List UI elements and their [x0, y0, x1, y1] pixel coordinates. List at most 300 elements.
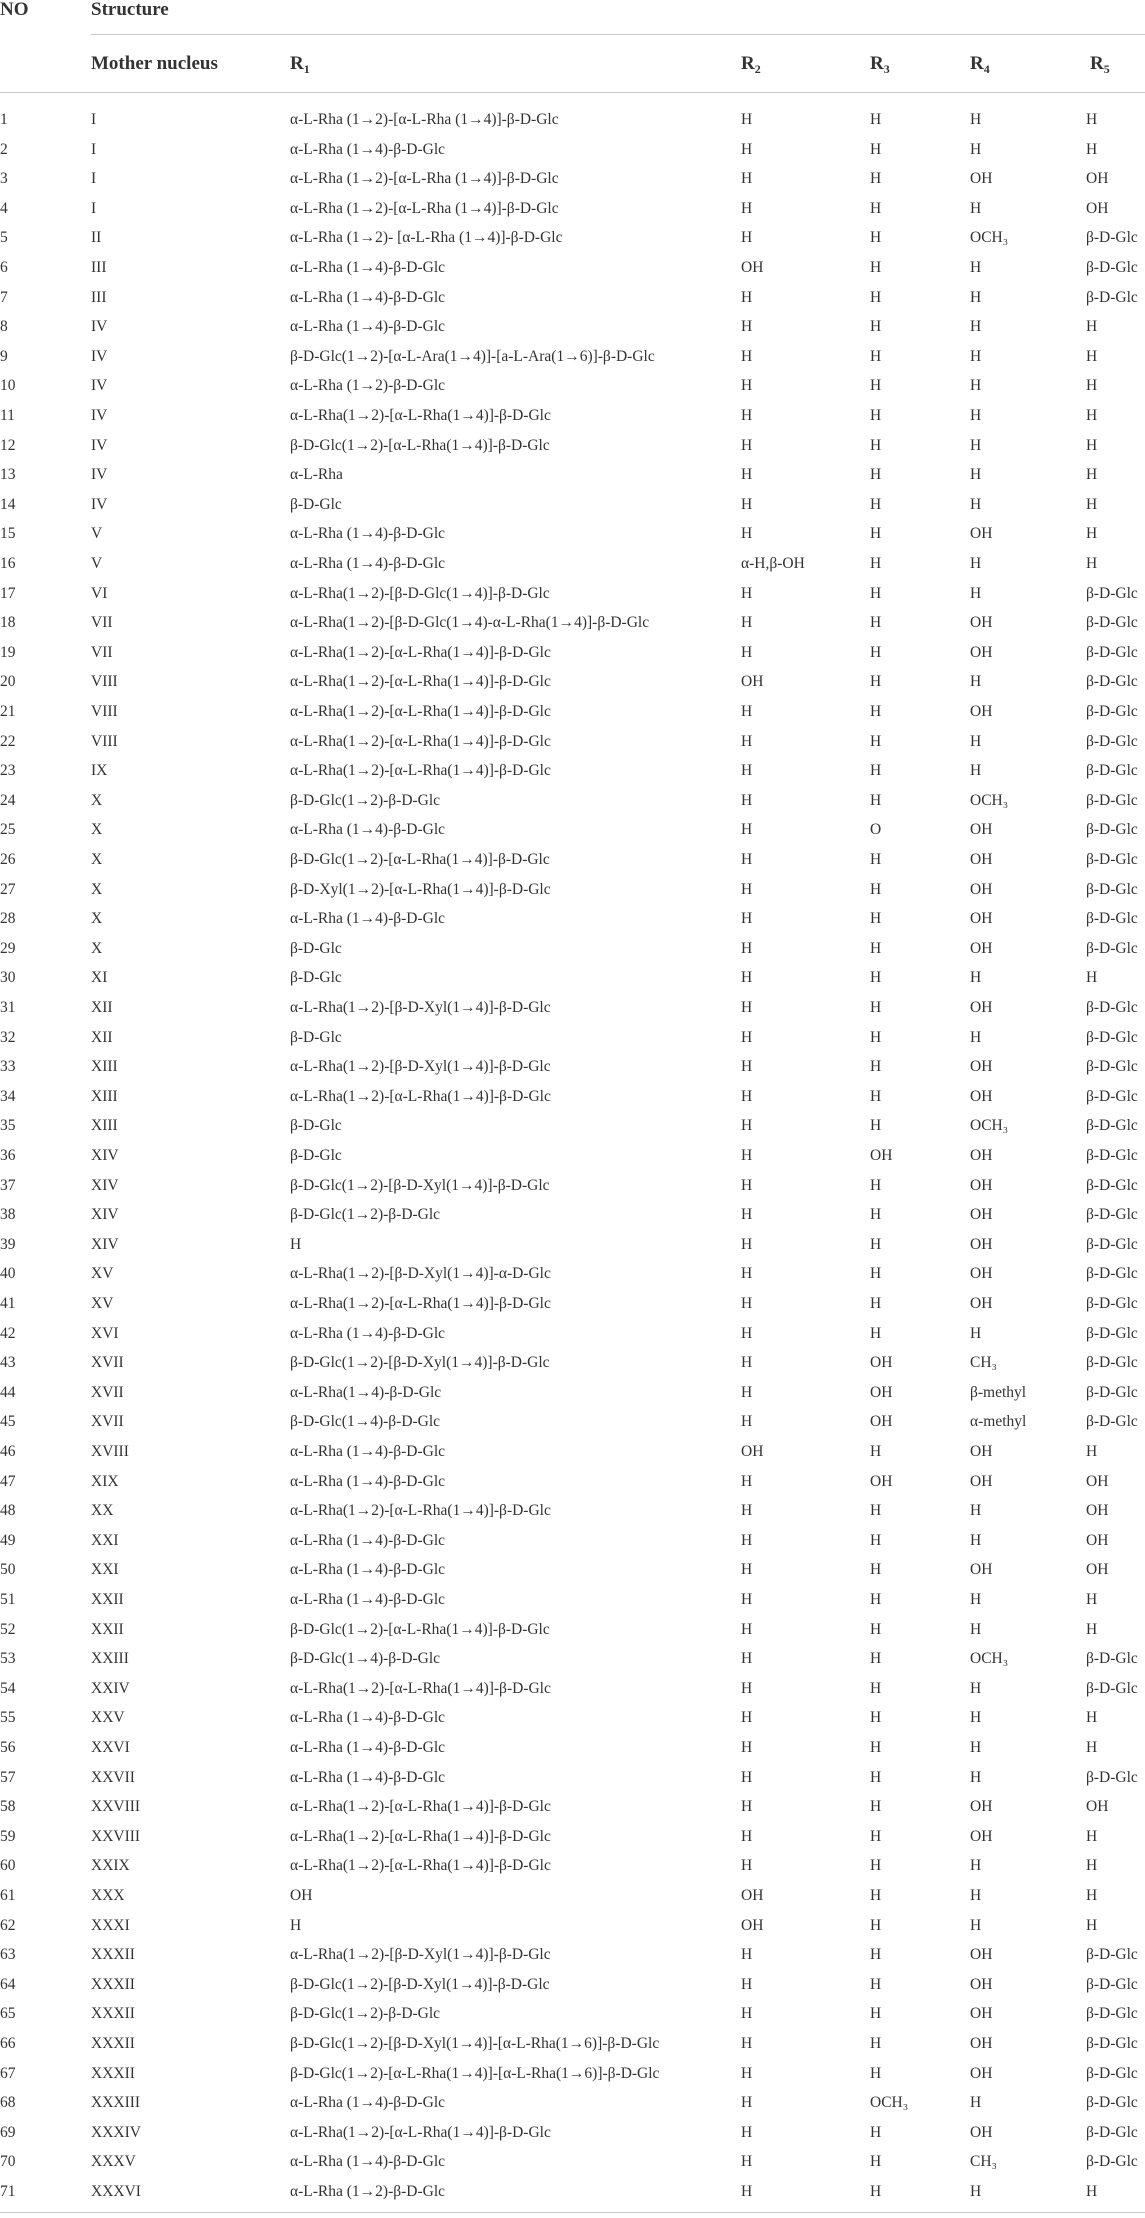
cell-no: 13 — [0, 466, 16, 484]
cell-r4: OH — [970, 1206, 993, 1224]
table-row — [0, 1348, 1145, 1378]
cell-r4: OH — [970, 880, 993, 898]
table-row — [0, 371, 1145, 401]
cell-r1: α-L-Rha(1→4)-β-D-Glc — [290, 1383, 442, 1401]
cell-no: 54 — [0, 1679, 16, 1697]
table-row — [0, 2177, 1145, 2207]
header-r3-subscript: 3 — [883, 62, 890, 76]
cell-r5: β-D-Glc — [1086, 229, 1138, 247]
cell-r5: β-D-Glc — [1086, 1650, 1138, 1668]
cell-r5: OH — [1086, 1502, 1109, 1520]
cell-r3: H — [870, 1857, 882, 1875]
cell-r3: H — [870, 1946, 882, 1964]
cell-r4: OH — [970, 821, 993, 839]
table-row — [0, 2029, 1145, 2059]
cell-no: 32 — [0, 1028, 16, 1046]
cell-r4: OCH₃ — [970, 1117, 1009, 1135]
cell-r3: H — [870, 1117, 882, 1135]
cell-no: 9 — [0, 347, 8, 365]
cell-r1: α-L-Rha (1→4)-β-D-Glc — [290, 1531, 446, 1549]
table-row — [0, 1644, 1145, 1674]
cell-r1: α-L-Rha (1→4)-β-D-Glc — [290, 1739, 446, 1756]
cell-r4: H — [970, 673, 982, 691]
header-r2 — [741, 53, 761, 76]
cell-r2: H — [741, 1472, 753, 1490]
cell-no: 57 — [0, 1768, 16, 1786]
cell-r4: OH — [970, 703, 993, 720]
cell-mother-nucleus: XXIII — [91, 1650, 129, 1668]
cell-r4: H — [970, 1887, 982, 1904]
cell-r1: α-L-Rha (1→4)-β-D-Glc — [290, 1591, 446, 1608]
cell-r5: β-D-Glc — [1086, 762, 1138, 780]
cell-r1: α-L-Rha(1→2)-[α-L-Rha(1→4)]-β-D-Glc — [290, 1679, 551, 1697]
cell-mother-nucleus: XXXII — [91, 2064, 135, 2082]
cell-r5: β-D-Glc — [1086, 703, 1138, 720]
cell-r4: H — [970, 436, 982, 454]
cell-no: 27 — [0, 880, 16, 898]
cell-mother-nucleus: XXXII — [91, 1975, 135, 1993]
cell-no: 31 — [0, 999, 16, 1016]
cell-r4: OH — [970, 2123, 993, 2141]
cell-r2: H — [741, 851, 753, 868]
cell-r2: H — [741, 1028, 753, 1046]
cell-no: 15 — [0, 525, 16, 543]
table-row — [0, 1822, 1145, 1852]
cell-r5: β-D-Glc — [1086, 910, 1138, 928]
cell-r2: H — [741, 2064, 753, 2082]
cell-r1: α-L-Rha (1→4)-β-D-Glc — [290, 1324, 446, 1342]
cell-r5: β-D-Glc — [1086, 1295, 1138, 1312]
cell-r3: OH — [870, 1413, 893, 1431]
cell-r4: H — [970, 732, 982, 750]
cell-r3: O — [870, 821, 882, 839]
cell-no: 28 — [0, 910, 16, 928]
cell-r1: β-D-Glc(1→2)-β-D-Glc — [290, 791, 441, 809]
cell-r2: H — [741, 1531, 753, 1549]
table-row — [0, 2118, 1145, 2148]
cell-r2: H — [741, 1354, 753, 1372]
cell-r5: β-D-Glc — [1086, 1265, 1138, 1283]
table-row — [0, 223, 1145, 253]
cell-r5: β-D-Glc — [1086, 1324, 1138, 1342]
cell-r2: H — [741, 2123, 753, 2141]
cell-mother-nucleus: IV — [91, 495, 108, 513]
header-r1-label: R — [290, 53, 304, 74]
cell-r4: OH — [970, 1561, 993, 1579]
cell-no: 17 — [0, 584, 16, 602]
table-row — [0, 1259, 1145, 1289]
table-row — [0, 1467, 1145, 1497]
cell-r5: β-D-Glc — [1086, 999, 1138, 1016]
cell-r3: H — [870, 1087, 882, 1105]
cell-mother-nucleus: XV — [91, 1265, 114, 1283]
cell-r5: OH — [1086, 199, 1109, 217]
cell-r1: α-L-Rha(1→2)-[α-L-Rha(1→4)]-β-D-Glc — [290, 732, 551, 750]
cell-mother-nucleus: XII — [91, 999, 113, 1016]
cell-r2: H — [741, 703, 753, 720]
cell-no: 10 — [0, 377, 16, 395]
cell-no: 49 — [0, 1531, 16, 1549]
cell-mother-nucleus: XXV — [91, 1709, 125, 1727]
cell-r4: H — [970, 1324, 982, 1342]
cell-r3: H — [870, 377, 882, 395]
cell-mother-nucleus: XVII — [91, 1354, 124, 1372]
cell-r1: β-D-Glc(1→2)-[α-L-Rha(1→4)]-β-D-Glc — [290, 851, 550, 868]
table-row — [0, 756, 1145, 786]
cell-r2: H — [741, 1620, 753, 1638]
cell-r2: OH — [741, 1887, 764, 1904]
cell-r5: β-D-Glc — [1086, 1176, 1138, 1194]
cell-r5: β-D-Glc — [1086, 643, 1138, 661]
cell-r5: β-D-Glc — [1086, 2153, 1138, 2171]
cell-r4: OH — [970, 1087, 993, 1105]
table-row — [0, 1615, 1145, 1645]
table-row — [0, 904, 1145, 934]
cell-r2: H — [741, 1383, 753, 1401]
cell-r5: β-D-Glc — [1086, 2005, 1138, 2023]
cell-r1: α-L-Rha(1→2)-[β-D-Glc(1→4)-α-L-Rha(1→4)]-β-D-Glc — [290, 614, 650, 632]
cell-r3: H — [870, 703, 882, 720]
table-row — [0, 1881, 1145, 1911]
cell-mother-nucleus: X — [91, 939, 103, 957]
cell-r1: α-L-Rha(1→2)-[α-L-Rha(1→4)]-β-D-Glc — [290, 1857, 551, 1875]
cell-r3: H — [870, 999, 882, 1016]
table-row — [0, 401, 1145, 431]
cell-r5: H — [1086, 318, 1098, 336]
cell-no: 67 — [0, 2064, 16, 2082]
cell-mother-nucleus: III — [91, 288, 107, 306]
cell-no: 24 — [0, 791, 16, 809]
table-row — [0, 1052, 1145, 1082]
cell-r2: H — [741, 910, 753, 928]
cell-r5: H — [1086, 466, 1098, 484]
cell-r3: H — [870, 910, 882, 928]
cell-r4: H — [970, 1739, 982, 1756]
cell-r2: H — [741, 1739, 753, 1756]
cell-r2: H — [741, 880, 753, 898]
cell-r4: H — [970, 1531, 982, 1549]
cell-mother-nucleus: XXXII — [91, 1946, 135, 1964]
cell-r3: H — [870, 347, 882, 365]
cell-no: 59 — [0, 1827, 16, 1845]
cell-no: 18 — [0, 614, 16, 632]
cell-mother-nucleus: XVI — [91, 1324, 119, 1342]
cell-r5: H — [1086, 1916, 1098, 1934]
cell-r4: H — [970, 495, 982, 513]
header-r5-label: R — [1090, 53, 1104, 74]
cell-r4: H — [970, 2094, 982, 2112]
table-row — [0, 638, 1145, 668]
cell-r2: H — [741, 199, 753, 217]
cell-r2: H — [741, 377, 753, 395]
cell-r5: β-D-Glc — [1086, 614, 1138, 632]
header-no: NO — [0, 0, 29, 20]
cell-mother-nucleus: XVII — [91, 1413, 124, 1431]
cell-r1: β-D-Glc(1→2)-[α-L-Rha(1→4)]-[α-L-Rha(1→6)]-β-D-Glc — [290, 2064, 660, 2082]
cell-no: 41 — [0, 1295, 16, 1312]
cell-r3: H — [870, 584, 882, 602]
cell-r4: H — [970, 377, 982, 395]
cell-mother-nucleus: I — [91, 170, 97, 188]
cell-r4: H — [970, 288, 982, 306]
cell-r5: β-D-Glc — [1086, 1028, 1138, 1046]
cell-mother-nucleus: XXXVI — [91, 2183, 141, 2200]
cell-r5: β-D-Glc — [1086, 1117, 1138, 1135]
table-row — [0, 934, 1145, 964]
cell-r5: β-D-Glc — [1086, 288, 1138, 306]
cell-mother-nucleus: XXX — [91, 1887, 125, 1904]
cell-r3: H — [870, 969, 882, 987]
cell-r2: H — [741, 1147, 753, 1164]
header-r4-subscript: 4 — [983, 62, 990, 76]
cell-r2: H — [741, 1265, 753, 1283]
cell-r1: α-L-Rha (1→2)-[α-L-Rha (1→4)]-β-D-Glc — [290, 170, 559, 188]
cell-r1: α-L-Rha (1→2)-[α-L-Rha (1→4)]-β-D-Glc — [290, 111, 559, 128]
cell-r4: OH — [970, 2064, 993, 2082]
cell-r2: H — [741, 1117, 753, 1135]
cell-r5: H — [1086, 140, 1098, 158]
table-row — [0, 342, 1145, 372]
cell-no: 42 — [0, 1324, 16, 1342]
cell-r5: β-D-Glc — [1086, 1235, 1138, 1253]
cell-r4: OH — [970, 939, 993, 957]
cell-r3: H — [870, 1502, 882, 1520]
cell-r1: α-L-Rha(1→2)-[β-D-Xyl(1→4)]-β-D-Glc — [290, 1946, 551, 1964]
cell-r1: β-D-Glc(1→4)-β-D-Glc — [290, 1650, 441, 1668]
header-r2-label: R — [741, 53, 755, 74]
cell-r3: H — [870, 1176, 882, 1194]
table-row — [0, 1171, 1145, 1201]
cell-r4: H — [970, 1916, 982, 1934]
table-row — [0, 815, 1145, 845]
cell-r1: β-D-Glc(1→2)-β-D-Glc — [290, 1206, 441, 1224]
table-row — [0, 1703, 1145, 1733]
cell-r4: OCH₃ — [970, 791, 1009, 809]
cell-r1: β-D-Glc — [290, 969, 342, 987]
header-r2-subscript: 2 — [754, 62, 761, 76]
cell-mother-nucleus: XXI — [91, 1531, 119, 1549]
cell-r3: H — [870, 2153, 882, 2171]
cell-r1: β-D-Glc(1→2)-[β-D-Xyl(1→4)]-[α-L-Rha(1→6)]-β-D-Glc — [290, 2035, 660, 2052]
cell-r4: OH — [970, 1058, 993, 1076]
cell-r2: OH — [741, 673, 764, 691]
cell-mother-nucleus: XXVIII — [91, 1827, 141, 1845]
cell-r3: OH — [870, 1354, 893, 1372]
cell-mother-nucleus: XXVIII — [91, 1798, 141, 1816]
table-row — [0, 1999, 1145, 2029]
cell-r1: α-L-Rha (1→2)-β-D-Glc — [290, 377, 446, 395]
cell-r1: H — [290, 1916, 302, 1934]
cell-r4: OH — [970, 1946, 993, 1964]
cell-r1: α-L-Rha (1→2)-[α-L-Rha (1→4)]-β-D-Glc — [290, 199, 559, 217]
cell-r4: OH — [970, 999, 993, 1016]
cell-r1: α-L-Rha (1→2)- [α-L-Rha (1→4)]-β-D-Glc — [290, 229, 563, 247]
cell-r4: H — [970, 1679, 982, 1697]
cell-r3: OCH₃ — [870, 2094, 909, 2112]
cell-mother-nucleus: XVII — [91, 1383, 124, 1401]
cell-r4: OCH₃ — [970, 229, 1009, 247]
cell-mother-nucleus: VII — [91, 643, 113, 661]
cell-no: 14 — [0, 495, 16, 513]
cell-no: 40 — [0, 1265, 16, 1283]
cell-r5: H — [1086, 525, 1098, 543]
cell-r4: OH — [970, 1265, 993, 1283]
cell-r4: OH — [970, 1443, 993, 1460]
cell-mother-nucleus: XI — [91, 969, 108, 987]
cell-r1: α-L-Rha (1→4)-β-D-Glc — [290, 1768, 446, 1786]
cell-r3: H — [870, 1739, 882, 1756]
cell-no: 62 — [0, 1916, 16, 1934]
cell-r4: OH — [970, 2035, 993, 2052]
cell-r5: β-D-Glc — [1086, 851, 1138, 868]
cell-no: 11 — [0, 407, 15, 424]
cell-r1: α-L-Rha (1→4)-β-D-Glc — [290, 2094, 446, 2112]
table-row — [0, 1082, 1145, 1112]
cell-r2: H — [741, 436, 753, 454]
cell-no: 26 — [0, 851, 16, 868]
cell-r3: H — [870, 288, 882, 306]
cell-r1: α-L-Rha (1→4)-β-D-Glc — [290, 2153, 446, 2171]
cell-no: 34 — [0, 1087, 16, 1105]
cell-r2: H — [741, 1058, 753, 1076]
cell-no: 61 — [0, 1887, 16, 1904]
cell-r4: H — [970, 555, 982, 572]
cell-mother-nucleus: I — [91, 140, 97, 158]
cell-mother-nucleus: XXXII — [91, 2005, 135, 2023]
cell-no: 46 — [0, 1443, 16, 1460]
cell-r1: β-D-Glc(1→2)-β-D-Glc — [290, 2005, 441, 2023]
cell-r1: α-L-Rha (1→4)-β-D-Glc — [290, 1561, 446, 1579]
cell-r2: H — [741, 614, 753, 632]
cell-r1: β-D-Xyl(1→2)-[α-L-Rha(1→4)]-β-D-Glc — [290, 880, 551, 898]
cell-mother-nucleus: XIV — [91, 1206, 119, 1224]
cell-r2: H — [741, 1857, 753, 1875]
cell-mother-nucleus: XXIX — [91, 1857, 130, 1875]
cell-mother-nucleus: X — [91, 910, 103, 928]
cell-no: 69 — [0, 2123, 16, 2141]
cell-r3: OH — [870, 1472, 893, 1490]
cell-r5: β-D-Glc — [1086, 791, 1138, 809]
cell-r2: H — [741, 643, 753, 661]
cell-mother-nucleus: VIII — [91, 732, 118, 750]
table-row — [0, 1319, 1145, 1349]
cell-r1: α-L-Rha(1→2)-[α-L-Rha(1→4)]-β-D-Glc — [290, 1087, 551, 1105]
cell-r2: H — [741, 2183, 753, 2200]
header-r4-label: R — [970, 53, 984, 74]
cell-r4: H — [970, 347, 982, 365]
cell-r3: H — [870, 466, 882, 484]
cell-no: 68 — [0, 2094, 16, 2112]
table-row — [0, 283, 1145, 313]
cell-r3: H — [870, 259, 882, 276]
cell-r5: H — [1086, 969, 1098, 987]
cell-no: 22 — [0, 732, 16, 750]
cell-r3: H — [870, 791, 882, 809]
cell-r5: H — [1086, 347, 1098, 365]
cell-r2: H — [741, 407, 753, 424]
cell-r1: OH — [290, 1887, 313, 1904]
table-row — [0, 431, 1145, 461]
cell-r3: H — [870, 1058, 882, 1076]
cell-r1: β-D-Glc(1→2)-[β-D-Xyl(1→4)]-β-D-Glc — [290, 1176, 550, 1194]
cell-r3: H — [870, 140, 882, 158]
cell-mother-nucleus: XXII — [91, 1620, 124, 1638]
cell-r5: β-D-Glc — [1086, 1768, 1138, 1786]
cell-r4: OH — [970, 170, 993, 188]
cell-mother-nucleus: XXXIII — [91, 2094, 141, 2112]
header-r3 — [870, 53, 890, 76]
cell-r3: H — [870, 1916, 882, 1934]
cell-r5: β-D-Glc — [1086, 939, 1138, 957]
cell-r4: H — [970, 969, 982, 987]
cell-r5: β-D-Glc — [1086, 1383, 1138, 1401]
cell-no: 35 — [0, 1117, 16, 1135]
cell-r3: H — [870, 1206, 882, 1224]
cell-r2: H — [741, 111, 753, 128]
cell-r5: OH — [1086, 1531, 1109, 1549]
cell-r5: OH — [1086, 170, 1109, 188]
cell-no: 56 — [0, 1739, 16, 1756]
table-row — [0, 253, 1145, 283]
cell-r2: H — [741, 1502, 753, 1520]
cell-mother-nucleus: V — [91, 525, 103, 543]
cell-r2: H — [741, 495, 753, 513]
cell-r5: β-D-Glc — [1086, 1679, 1138, 1697]
cell-r2: H — [741, 1561, 753, 1579]
cell-r5: H — [1086, 1739, 1098, 1756]
cell-r2: H — [741, 999, 753, 1016]
cell-r1: α-L-Rha(1→2)-[α-L-Rha(1→4)]-β-D-Glc — [290, 703, 551, 720]
header-r1 — [290, 53, 310, 76]
cell-r3: H — [870, 1531, 882, 1549]
cell-r1: α-L-Rha (1→4)-β-D-Glc — [290, 821, 446, 839]
cell-r1: β-D-Glc(1→2)-[β-D-Xyl(1→4)]-β-D-Glc — [290, 1354, 550, 1372]
cell-r2: H — [741, 584, 753, 602]
cell-r5: β-D-Glc — [1086, 2123, 1138, 2141]
header-mother-nucleus: Mother nucleus — [91, 53, 218, 74]
table-row — [0, 549, 1145, 579]
cell-r5: H — [1086, 1620, 1098, 1638]
cell-r4: OH — [970, 1975, 993, 1993]
cell-r5: H — [1086, 111, 1098, 128]
table-row — [0, 2147, 1145, 2177]
cell-r5: β-D-Glc — [1086, 1946, 1138, 1964]
cell-mother-nucleus: XXI — [91, 1561, 119, 1579]
cell-r4: OH — [970, 910, 993, 928]
cell-no: 63 — [0, 1946, 16, 1964]
cell-mother-nucleus: IV — [91, 347, 108, 365]
cell-r1: α-L-Rha (1→4)-β-D-Glc — [290, 318, 446, 336]
cell-r1: α-L-Rha — [290, 466, 343, 484]
cell-mother-nucleus: IV — [91, 407, 108, 424]
cell-r3: H — [870, 318, 882, 336]
cell-no: 33 — [0, 1058, 16, 1076]
cell-r3: H — [870, 1768, 882, 1786]
table-row — [0, 1023, 1145, 1053]
cell-r5: β-D-Glc — [1086, 880, 1138, 898]
cell-r4: CH₃ — [970, 1354, 997, 1372]
cell-r4: H — [970, 111, 982, 128]
cell-no: 12 — [0, 436, 16, 454]
cell-r5: H — [1086, 1827, 1098, 1845]
cell-r2: H — [741, 1206, 753, 1224]
cell-r4: OH — [970, 2005, 993, 2023]
cell-mother-nucleus: XXVI — [91, 1739, 130, 1756]
cell-r4: H — [970, 466, 982, 484]
cell-r3: H — [870, 1295, 882, 1312]
header-r5 — [1090, 53, 1110, 76]
cell-mother-nucleus: VII — [91, 614, 113, 632]
